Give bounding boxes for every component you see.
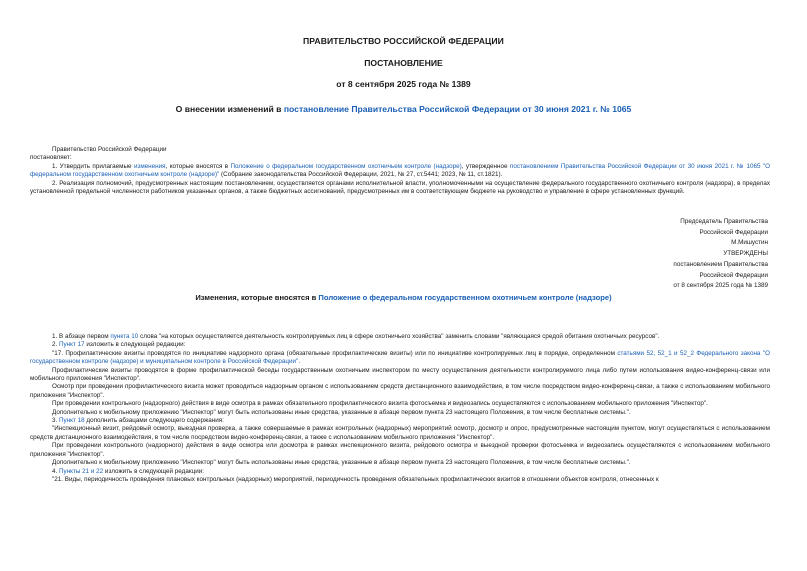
approval-by1: постановлением Правительства [673, 260, 768, 268]
title-link[interactable]: постановление Правительства Российской Федерации от 30 июня 2021 г. № 1065 [283, 104, 632, 114]
signature-role2: Российской Федерации [699, 228, 768, 236]
signature-name: М.Мишустин [731, 239, 768, 247]
point17-para4: При проведении контрольного (надзорного) действия в виде осмотра в рамках обязательного профилактического визита фотосъемка и видеозапись осуществляются с использованием мобильного приложения "Инспектор". [52, 400, 708, 408]
point17-text2: . [298, 358, 301, 366]
change-4 [30, 468, 770, 476]
change2-link[interactable]: Пункт 17 [59, 341, 85, 349]
point21-para1: "21. Виды, периодичность проведения плановых контрольных (надзорных) мероприятий, периодичность проведения обязательных профилактических визитов в отношении объектов контроля, отнесенных к [52, 475, 659, 483]
item1-link-regulation[interactable]: Положение о федеральном государственном охотничьем контроле (надзоре) [230, 162, 462, 170]
change4-text1: 4. [52, 467, 60, 475]
change4-link[interactable]: Пункты 21 и 22 [59, 467, 104, 475]
point17-law-link[interactable]: статьями 52, 52_1 и 52_2 Федерального закона "О государственном контроле (надзоре) и муниципальном контроле в Российской Федерации" [30, 349, 770, 366]
item1-text2: , которые вносятся в [165, 162, 231, 170]
point17-para5: Дополнительно к мобильному приложению "Инспектор" могут быть использованы иные средства, указанные в абзаце первом пункта 23 настоящего Положения, в том числе бесплатные системы.". [52, 408, 631, 416]
change-2 [30, 341, 770, 349]
changes-title [0, 293, 807, 302]
point17-para3: Осмотр при проведении профилактического визита может проводиться надзорным органом с использованием средств дистанционного взаимодействия, в том числе посредством видео-конференц-связи, а также с использованием мобильного приложения "Инспектор". [30, 383, 770, 399]
point18-para2: При проведении контрольного (надзорного) действия в виде осмотра или досмотра в рамках инспекционного визита, рейдового осмотра и выездной проверки фотосъемка и видеозапись осуществляются с использованием мобильного приложения "Инспектор". [30, 442, 770, 458]
signature-block [560, 217, 768, 292]
changes-title-prefix: Изменения, которые вносятся в [195, 293, 319, 302]
document-type: ПОСТАНОВЛЕНИЕ [364, 58, 443, 68]
point17-text1: "17. Профилактические визиты проводятся по инициативе надзорного органа (обязательные профилактические визиты) или по инициативе контролируемых лиц в порядке, определенном [52, 349, 618, 357]
point18-para1: "Инспекционный визит, рейдовый осмотр, выездная проверка, а также совершаемые в рамках контрольных (надзорных) мероприятий осмотр, досмотр и опрос, предусмотренные настоящим пунктом, могут осуществляться с использованием средств дистанционного взаимодействия, в том числе посредством видео-конференц-связи, а также с использованием мобильного приложения "Инспектор". [30, 425, 770, 441]
item1-text4: (Собрание законодательства Российской Федерации, 2021, № 27, ст.5441; 2023, № 11, ст.1821). [219, 171, 503, 179]
item-2: 2. Реализация полномочий, предусмотренных настоящим постановлением, осуществляется органами исполнительной власти, уполномоченными на осуществление федерального государственного охотничьего контроля (надзора), в пределах установленной предельной численности работников указанных органов, а также бюджетных ассигнований, предусмотренных им в соответствующем бюджете на руководство и управление в сфере установленных функций. [30, 179, 770, 196]
point17-para2: Профилактические визиты проводятся в форме профилактической беседы государственным охотничьим инспектором по месту осуществления деятельности контролируемого лица либо путем использования видео-конференц-связи или мобильного приложения "Инспектор". [30, 366, 770, 383]
approval-by2: Российской Федерации [699, 271, 768, 279]
item1-text1: 1. Утвердить прилагаемые [52, 162, 134, 170]
preamble-line2: постановляет: [30, 154, 72, 162]
preamble-line1: Правительство Российской Федерации [52, 146, 167, 153]
change1-text1: 1. В абзаце первом [52, 333, 111, 340]
change3-text2: дополнить абзацами следующего содержания: [84, 417, 224, 425]
item1-text3: , утвержденное [461, 162, 510, 170]
change1-link[interactable]: пункта 10 [110, 333, 139, 340]
approval-word: УТВЕРЖДЕНЫ [723, 250, 768, 258]
item-1 [30, 163, 770, 180]
point18-para3: Дополнительно к мобильному приложению "Инспектор" могут быть использованы иные средства, указанные в абзаце первом пункта 23 настоящего Положения, в том числе бесплатные системы.". [52, 459, 631, 467]
change2-text2: изложить в следующей редакции: [84, 341, 186, 349]
document-date-number: от 8 сентября 2025 года № 1389 [336, 79, 471, 89]
changes-title-link[interactable]: Положение о федеральном государственном охотничьем контроле (надзоре) [318, 293, 612, 302]
changes-body [30, 333, 770, 484]
change1-text2: слова "на которых осуществляется деятельность контролируемых лиц в сфере охотничьего хозяйства" заменить словами "являющаяся средой обитания охотничьих ресурсов". [138, 333, 660, 340]
decree-body [30, 146, 770, 196]
change3-link[interactable]: Пункт 18 [59, 417, 85, 425]
approval-date: от 8 сентября 2025 года № 1389 [673, 282, 768, 290]
item1-link-changes[interactable]: изменения [133, 162, 166, 170]
point17-para1 [30, 350, 770, 367]
document-title [0, 104, 807, 114]
issuing-authority: ПРАВИТЕЛЬСТВО РОССИЙСКОЙ ФЕДЕРАЦИИ [303, 36, 504, 46]
change4-text2: изложить в следующей редакции: [103, 467, 204, 475]
change3-text1: 3. [52, 417, 60, 425]
item1-link-resolution[interactable]: постановлением Правительства Российской Федерации от 30 июня 2021 г. № 1065 "О федеральном государственном охотничьем контроле (надзоре)" [30, 162, 770, 179]
change2-text1: 2. [52, 341, 60, 349]
title-prefix: О внесении изменений в [175, 104, 284, 114]
signature-role1: Председатель Правительства [680, 218, 768, 225]
